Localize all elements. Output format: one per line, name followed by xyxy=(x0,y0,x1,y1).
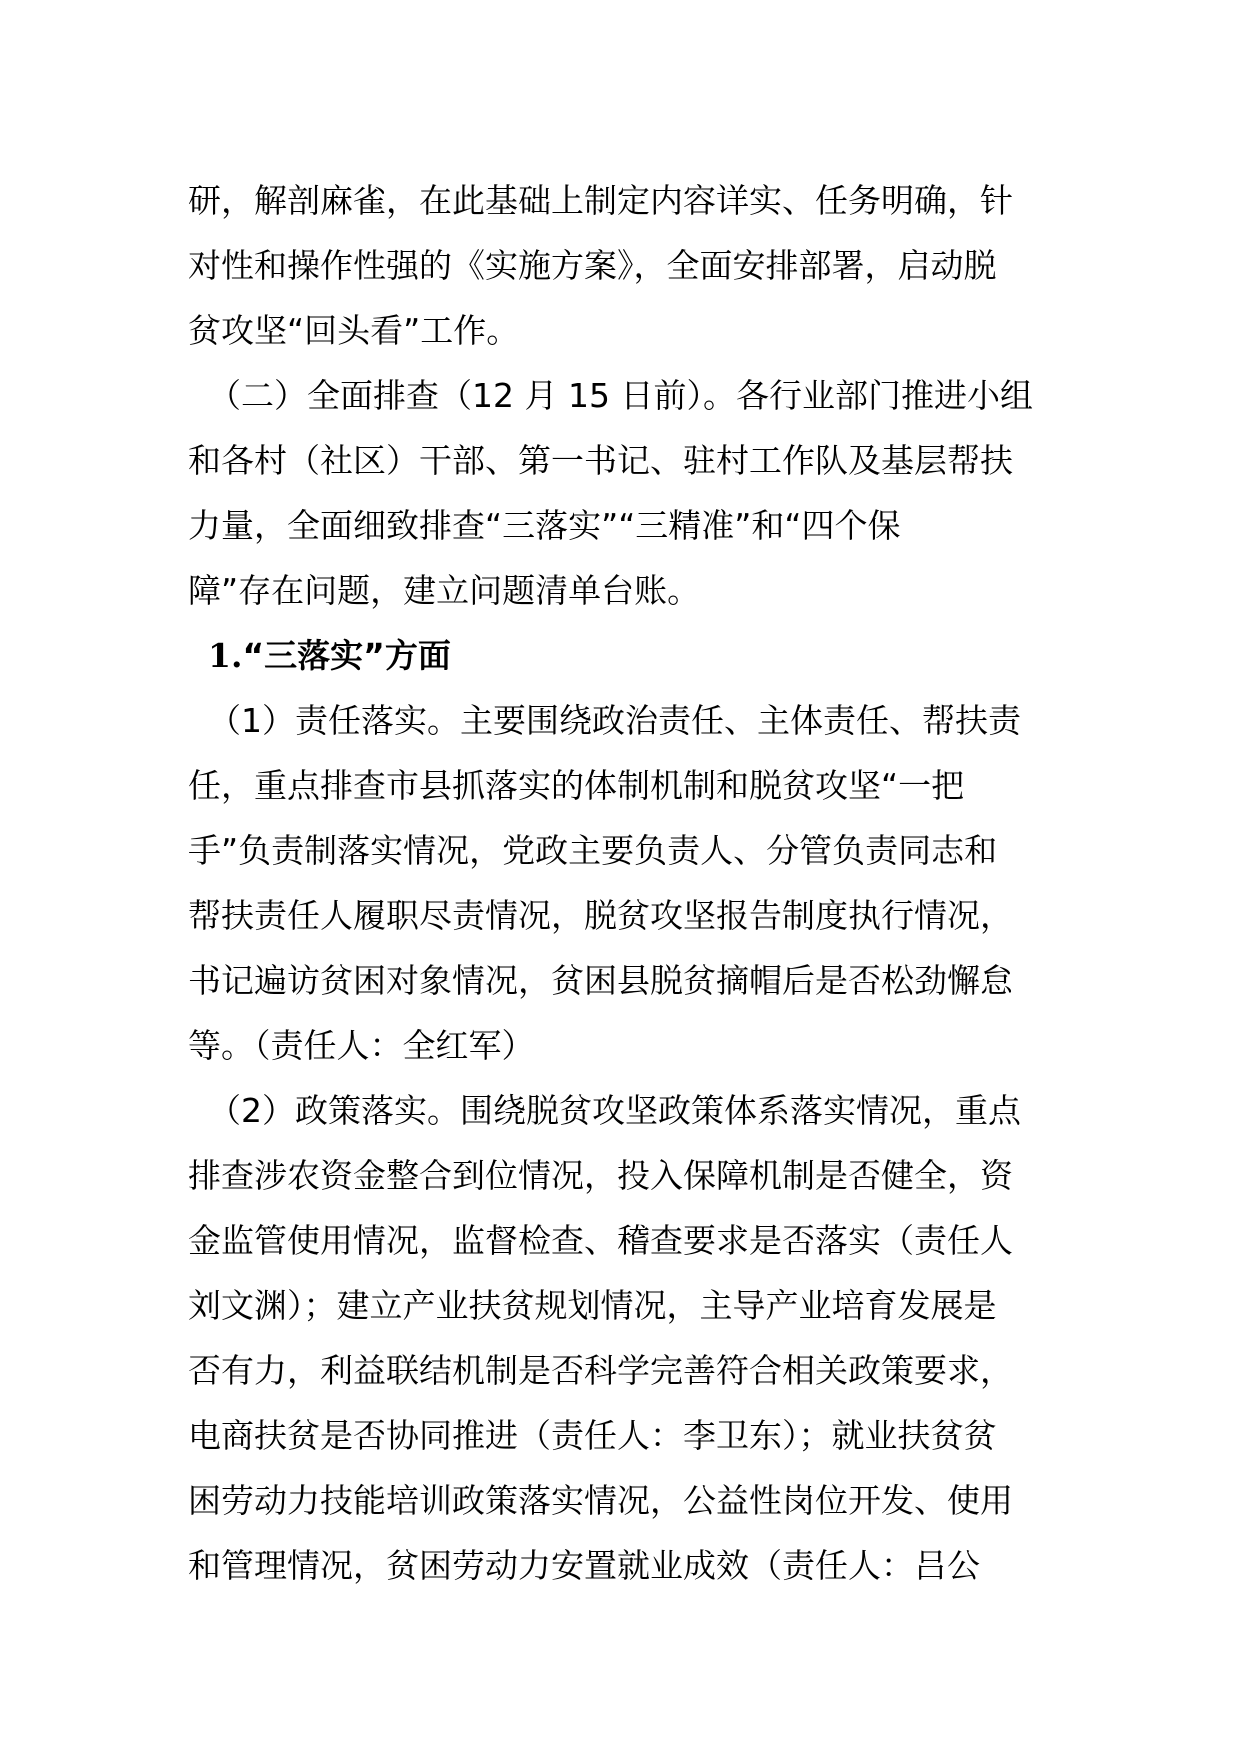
text-line: 电商扶贫是否协同推进（责任人：李卫东）；就业扶贫贫 xyxy=(188,1416,997,1455)
text-line: 手”负责制落实情况，党政主要负责人、分管负责同志和 xyxy=(188,831,998,870)
text-line: 等。（责任人：全红军） xyxy=(188,1026,535,1065)
text-line: 困劳动力技能培训政策落实情况，公益性岗位开发、使用 xyxy=(188,1481,1013,1520)
text-line: 任，重点排查市县抓落实的体制机制和脱贫攻坚“一把 xyxy=(188,766,965,805)
text-line: 否有力，利益联结机制是否科学完善符合相关政策要求， xyxy=(188,1351,1013,1390)
text-line: （1）责任落实。主要围绕政治责任、主体责任、帮扶责 xyxy=(208,701,1021,740)
text-line: 刘文渊）；建立产业扶贫规划情况，主导产业培育发展是 xyxy=(188,1286,997,1325)
paragraph-4 xyxy=(188,1078,1058,1598)
paragraph-1 xyxy=(188,168,1058,363)
text-line: 帮扶责任人履职尽责情况，脱贫攻坚报告制度执行情况， xyxy=(188,896,1013,935)
text-line: 对性和操作性强的《实施方案》，全面安排部署，启动脱 xyxy=(188,246,997,285)
text-line: 障”存在问题，建立问题清单台账。 xyxy=(188,571,701,610)
text-line: （2）政策落实。围绕脱贫攻坚政策体系落实情况，重点 xyxy=(208,1091,1021,1130)
heading-text: “三落实”方面 xyxy=(242,636,451,675)
text-line: 书记遍访贫困对象情况，贫困县脱贫摘帽后是否松劲懈怠 xyxy=(188,961,1013,1000)
text-line: 和管理情况，贫困劳动力安置就业成效（责任人：吕公 xyxy=(188,1546,980,1585)
heading-number: 1. xyxy=(208,636,243,675)
text-line: 和各村（社区）干部、第一书记、驻村工作队及基层帮扶 xyxy=(188,441,1013,480)
text-line: 贫攻坚“回头看”工作。 xyxy=(188,311,520,350)
text-line: 排查涉农资金整合到位情况，投入保障机制是否健全，资 xyxy=(188,1156,1013,1195)
text-line: 力量，全面细致排查“三落实”“三精准”和“四个保 xyxy=(188,506,901,545)
text-line: 研，解剖麻雀，在此基础上制定内容详实、任务明确，针 xyxy=(188,181,1013,220)
section-heading xyxy=(188,623,1058,688)
text-line: 金监管使用情况，监督检查、稽查要求是否落实（责任人 xyxy=(188,1221,1013,1260)
text-line: （二）全面排查（12 月 15 日前）。各行业部门推进小组 xyxy=(208,376,1033,415)
paragraph-3 xyxy=(188,688,1058,1078)
document-page xyxy=(188,168,1058,1598)
paragraph-2 xyxy=(188,363,1058,623)
